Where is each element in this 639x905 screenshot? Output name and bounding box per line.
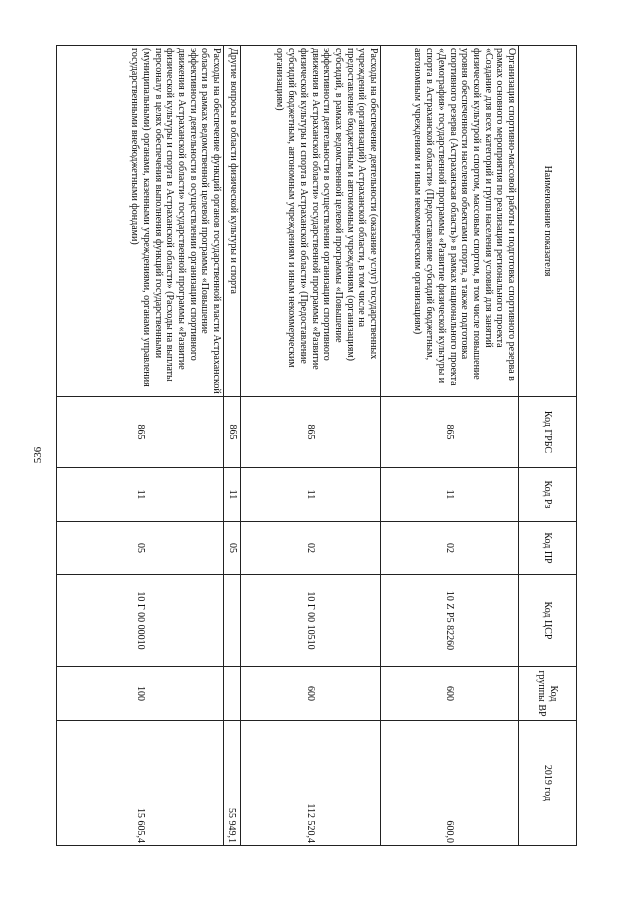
row-name: Расходы на обеспечение функций органов государственной власти Астраханской области в рамках ведомственной целевой программы «Повышение эффективности деятельности в осуществлении организации спортивного движения в Астраханской области» государственной программы «Развитие физической культуры и спорта в Астраханской области» (Расходы на выплаты персоналу в целях обеспечения выполнения функций государственными (муниципальными) органами, казенными учреждениями, органами управления государственными внебюджетными фондами) <box>57 46 224 397</box>
header-year: 2019 год <box>519 721 577 846</box>
row-name: Организация спортивно-массовой работы и подготовка спортивного резерва в рамках основного мероприятия по реализации регионального проекта «Создание для всех категорий и групп населения условий для занятий физической культурой и спортом, массовым спортом, в том числе повышение уровня обеспеченности населения объектами спорта, а также подготовка спортивного резерва (Астраханская область)» в рамках национального проекта «Демография» государственной программы «Развитие физической культуры и спорта в Астраханской области» (Предоставление субсидий бюджетным, автономным учреждениям и иным некоммерческим организациям) <box>381 46 519 397</box>
header-pr: Код ПР <box>519 522 577 575</box>
row-rz: 11 <box>241 468 381 522</box>
table-row <box>241 46 381 846</box>
row-csr <box>224 575 241 667</box>
row-vr <box>224 667 241 721</box>
row-pr: 02 <box>381 522 519 575</box>
row-csr: 10 Г 00 00010 <box>57 575 224 667</box>
row-vr: 600 <box>381 667 519 721</box>
rotated-page-content <box>57 45 577 845</box>
row-vr: 600 <box>241 667 381 721</box>
header-csr: Код ЦСР <box>519 575 577 667</box>
row-name: Расходы на обеспечение деятельности (оказание услуг) государственных учреждений (организаций) Астраханской области, в том числе на предоставление бюджетным и автономным учреждениям (организациям) субсидий, в рамках ведомственной целевой программы «Повышение эффективности деятельности в осуществлении организации спортивного движения в Астраханской области» государственной программы «Развитие физической культуры и спорта в Астраханской области» (Предоставление субсидий бюджетным, автономным учреждениям и иным некоммерческим организациям) <box>241 46 381 397</box>
page-number: 536 <box>32 446 44 464</box>
table-row <box>381 46 519 846</box>
header-row <box>519 46 577 846</box>
row-rz: 11 <box>381 468 519 522</box>
row-csr: 10 Г 00 10510 <box>241 575 381 667</box>
row-value: 55 949,1 <box>224 721 241 846</box>
row-rz: 11 <box>57 468 224 522</box>
row-csr: 10 Z P5 82260 <box>381 575 519 667</box>
header-rz: Код Рз <box>519 468 577 522</box>
row-grbs: 865 <box>381 397 519 468</box>
row-pr: 02 <box>241 522 381 575</box>
row-value: 600,0 <box>381 721 519 846</box>
row-grbs: 865 <box>224 397 241 468</box>
row-pr: 05 <box>224 522 241 575</box>
row-rz: 11 <box>224 468 241 522</box>
row-vr: 100 <box>57 667 224 721</box>
row-name: Другие вопросы в области физической культуры и спорта <box>224 46 241 397</box>
table-row <box>224 46 241 846</box>
row-grbs: 865 <box>241 397 381 468</box>
row-value: 15 605,4 <box>57 721 224 846</box>
row-pr: 05 <box>57 522 224 575</box>
row-value: 112 520,4 <box>241 721 381 846</box>
header-vr: Код группы ВР <box>519 667 577 721</box>
row-grbs: 865 <box>57 397 224 468</box>
header-name: Наименование показателя <box>519 46 577 397</box>
table-row <box>57 46 224 846</box>
budget-table <box>56 45 577 846</box>
header-grbs: Код ГРБС <box>519 397 577 468</box>
